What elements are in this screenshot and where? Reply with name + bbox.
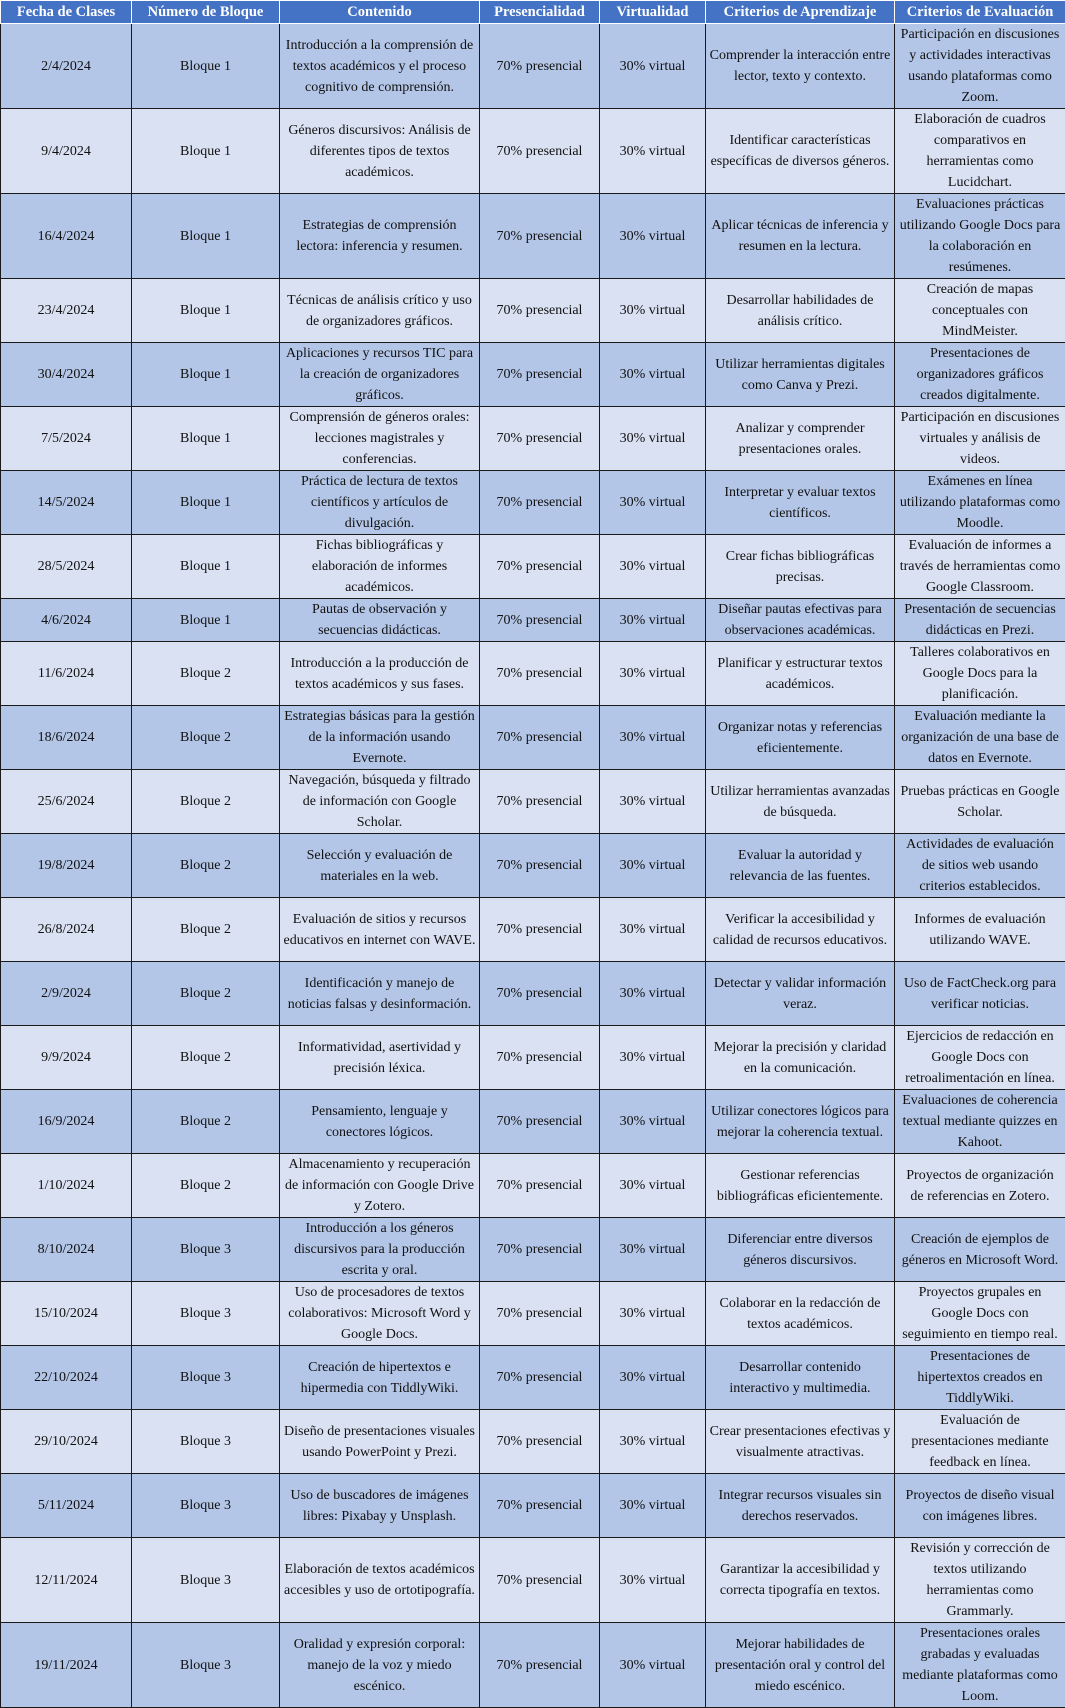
cell-aprendizaje: Diferenciar entre diversos géneros discursivos. [706, 1218, 895, 1282]
cell-virtualidad: 30% virtual [600, 1623, 706, 1708]
cell-aprendizaje: Planificar y estructurar textos académicos. [706, 642, 895, 706]
cell-virtualidad: 30% virtual [600, 642, 706, 706]
table-row [1, 407, 1065, 471]
cell-presencialidad: 70% presencial [480, 1346, 600, 1410]
cell-fecha: 9/9/2024 [1, 1026, 132, 1090]
cell-contenido: Almacenamiento y recuperación de información con Google Drive y Zotero. [280, 1154, 480, 1218]
cell-evaluacion: Presentaciones orales grabadas y evaluadas mediante plataformas como Loom. [895, 1623, 1065, 1708]
cell-bloque: Bloque 2 [132, 642, 280, 706]
header-virtualidad: Virtualidad [600, 1, 706, 24]
cell-contenido: Selección y evaluación de materiales en la web. [280, 834, 480, 898]
cell-contenido: Informatividad, asertividad y precisión léxica. [280, 1026, 480, 1090]
cell-presencialidad: 70% presencial [480, 1623, 600, 1708]
cell-fecha: 4/6/2024 [1, 599, 132, 642]
header-fecha: Fecha de Clases [1, 1, 132, 24]
cell-virtualidad: 30% virtual [600, 834, 706, 898]
cell-aprendizaje: Evaluar la autoridad y relevancia de las fuentes. [706, 834, 895, 898]
cell-evaluacion: Evaluación de informes a través de herramientas como Google Classroom. [895, 535, 1065, 599]
cell-presencialidad: 70% presencial [480, 1026, 600, 1090]
cell-aprendizaje: Crear fichas bibliográficas precisas. [706, 535, 895, 599]
cell-evaluacion: Presentaciones de organizadores gráficos creados digitalmente. [895, 343, 1065, 407]
cell-contenido: Uso de buscadores de imágenes libres: Pixabay y Unsplash. [280, 1474, 480, 1538]
cell-fecha: 7/5/2024 [1, 407, 132, 471]
cell-aprendizaje: Desarrollar habilidades de análisis crítico. [706, 279, 895, 343]
cell-bloque: Bloque 2 [132, 834, 280, 898]
cell-virtualidad: 30% virtual [600, 599, 706, 642]
cell-aprendizaje: Desarrollar contenido interactivo y multimedia. [706, 1346, 895, 1410]
table-row [1, 1623, 1065, 1708]
cell-fecha: 2/9/2024 [1, 962, 132, 1026]
cell-contenido: Estrategias de comprensión lectora: inferencia y resumen. [280, 194, 480, 279]
table-row [1, 1346, 1065, 1410]
cell-bloque: Bloque 1 [132, 599, 280, 642]
table-row [1, 642, 1065, 706]
cell-evaluacion: Talleres colaborativos en Google Docs para la planificación. [895, 642, 1065, 706]
cell-bloque: Bloque 1 [132, 24, 280, 109]
cell-presencialidad: 70% presencial [480, 1410, 600, 1474]
cell-bloque: Bloque 3 [132, 1346, 280, 1410]
cell-bloque: Bloque 1 [132, 343, 280, 407]
cell-bloque: Bloque 3 [132, 1474, 280, 1538]
header-bloque: Número de Bloque [132, 1, 280, 24]
cell-virtualidad: 30% virtual [600, 706, 706, 770]
cell-bloque: Bloque 1 [132, 471, 280, 535]
cell-aprendizaje: Aplicar técnicas de inferencia y resumen en la lectura. [706, 194, 895, 279]
table-row [1, 1474, 1065, 1538]
cell-fecha: 15/10/2024 [1, 1282, 132, 1346]
cell-bloque: Bloque 2 [132, 1026, 280, 1090]
cell-bloque: Bloque 1 [132, 535, 280, 599]
cell-virtualidad: 30% virtual [600, 770, 706, 834]
table-row [1, 1154, 1065, 1218]
table-row [1, 1282, 1065, 1346]
cell-virtualidad: 30% virtual [600, 1346, 706, 1410]
cell-aprendizaje: Diseñar pautas efectivas para observaciones académicas. [706, 599, 895, 642]
cell-aprendizaje: Colaborar en la redacción de textos académicos. [706, 1282, 895, 1346]
table-row [1, 599, 1065, 642]
cell-fecha: 5/11/2024 [1, 1474, 132, 1538]
table-row [1, 343, 1065, 407]
cell-presencialidad: 70% presencial [480, 1218, 600, 1282]
cell-presencialidad: 70% presencial [480, 599, 600, 642]
cell-aprendizaje: Utilizar herramientas digitales como Canva y Prezi. [706, 343, 895, 407]
cell-contenido: Estrategias básicas para la gestión de la información usando Evernote. [280, 706, 480, 770]
cell-presencialidad: 70% presencial [480, 343, 600, 407]
table-row [1, 1218, 1065, 1282]
cell-evaluacion: Evaluación de presentaciones mediante feedback en línea. [895, 1410, 1065, 1474]
cell-evaluacion: Creación de mapas conceptuales con MindMeister. [895, 279, 1065, 343]
cell-bloque: Bloque 1 [132, 407, 280, 471]
cell-presencialidad: 70% presencial [480, 898, 600, 962]
cell-aprendizaje: Utilizar herramientas avanzadas de búsqueda. [706, 770, 895, 834]
table-row [1, 834, 1065, 898]
header-evaluacion: Criterios de Evaluación [895, 1, 1065, 24]
table-row [1, 109, 1065, 194]
cell-contenido: Pautas de observación y secuencias didácticas. [280, 599, 480, 642]
cell-evaluacion: Proyectos grupales en Google Docs con seguimiento en tiempo real. [895, 1282, 1065, 1346]
cell-contenido: Introducción a la comprensión de textos académicos y el proceso cognitivo de comprensión. [280, 24, 480, 109]
cell-bloque: Bloque 3 [132, 1623, 280, 1708]
cell-fecha: 11/6/2024 [1, 642, 132, 706]
cell-fecha: 1/10/2024 [1, 1154, 132, 1218]
cell-bloque: Bloque 2 [132, 1154, 280, 1218]
cell-contenido: Diseño de presentaciones visuales usando PowerPoint y Prezi. [280, 1410, 480, 1474]
cell-contenido: Fichas bibliográficas y elaboración de informes académicos. [280, 535, 480, 599]
cell-contenido: Navegación, búsqueda y filtrado de información con Google Scholar. [280, 770, 480, 834]
table-row [1, 1026, 1065, 1090]
cell-contenido: Géneros discursivos: Análisis de diferentes tipos de textos académicos. [280, 109, 480, 194]
cell-bloque: Bloque 2 [132, 898, 280, 962]
cell-aprendizaje: Analizar y comprender presentaciones orales. [706, 407, 895, 471]
cell-fecha: 12/11/2024 [1, 1538, 132, 1623]
cell-presencialidad: 70% presencial [480, 706, 600, 770]
cell-bloque: Bloque 3 [132, 1538, 280, 1623]
cell-evaluacion: Participación en discusiones virtuales y análisis de videos. [895, 407, 1065, 471]
cell-evaluacion: Presentaciones de hipertextos creados en TiddlyWiki. [895, 1346, 1065, 1410]
cell-evaluacion: Proyectos de diseño visual con imágenes libres. [895, 1474, 1065, 1538]
cell-fecha: 30/4/2024 [1, 343, 132, 407]
cell-virtualidad: 30% virtual [600, 109, 706, 194]
cell-virtualidad: 30% virtual [600, 1538, 706, 1623]
cell-presencialidad: 70% presencial [480, 471, 600, 535]
cell-aprendizaje: Garantizar la accesibilidad y correcta tipografía en textos. [706, 1538, 895, 1623]
cell-aprendizaje: Verificar la accesibilidad y calidad de recursos educativos. [706, 898, 895, 962]
cell-fecha: 28/5/2024 [1, 535, 132, 599]
cell-contenido: Pensamiento, lenguaje y conectores lógicos. [280, 1090, 480, 1154]
cell-virtualidad: 30% virtual [600, 1474, 706, 1538]
header-presencialidad: Presencialidad [480, 1, 600, 24]
cell-presencialidad: 70% presencial [480, 1090, 600, 1154]
table-row [1, 962, 1065, 1026]
cell-bloque: Bloque 2 [132, 706, 280, 770]
cell-presencialidad: 70% presencial [480, 24, 600, 109]
cell-evaluacion: Evaluaciones prácticas utilizando Google Docs para la colaboración en resúmenes. [895, 194, 1065, 279]
cell-aprendizaje: Gestionar referencias bibliográficas eficientemente. [706, 1154, 895, 1218]
cell-virtualidad: 30% virtual [600, 1410, 706, 1474]
cell-evaluacion: Evaluaciones de coherencia textual mediante quizzes en Kahoot. [895, 1090, 1065, 1154]
cell-fecha: 14/5/2024 [1, 471, 132, 535]
cell-presencialidad: 70% presencial [480, 535, 600, 599]
cell-fecha: 16/4/2024 [1, 194, 132, 279]
cell-evaluacion: Pruebas prácticas en Google Scholar. [895, 770, 1065, 834]
cell-fecha: 2/4/2024 [1, 24, 132, 109]
table-row [1, 471, 1065, 535]
cell-virtualidad: 30% virtual [600, 962, 706, 1026]
cell-contenido: Uso de procesadores de textos colaborativos: Microsoft Word y Google Docs. [280, 1282, 480, 1346]
cell-bloque: Bloque 3 [132, 1282, 280, 1346]
table-row [1, 1538, 1065, 1623]
cell-contenido: Introducción a la producción de textos académicos y sus fases. [280, 642, 480, 706]
cell-bloque: Bloque 2 [132, 1090, 280, 1154]
cell-presencialidad: 70% presencial [480, 1538, 600, 1623]
cell-aprendizaje: Mejorar la precisión y claridad en la comunicación. [706, 1026, 895, 1090]
cell-aprendizaje: Utilizar conectores lógicos para mejorar la coherencia textual. [706, 1090, 895, 1154]
cell-evaluacion: Exámenes en línea utilizando plataformas como Moodle. [895, 471, 1065, 535]
cell-contenido: Creación de hipertextos e hipermedia con TiddlyWiki. [280, 1346, 480, 1410]
cell-fecha: 26/8/2024 [1, 898, 132, 962]
cell-virtualidad: 30% virtual [600, 1090, 706, 1154]
cell-aprendizaje: Identificar características específicas de diversos géneros. [706, 109, 895, 194]
cell-contenido: Oralidad y expresión corporal: manejo de la voz y miedo escénico. [280, 1623, 480, 1708]
cell-contenido: Práctica de lectura de textos científicos y artículos de divulgación. [280, 471, 480, 535]
cell-virtualidad: 30% virtual [600, 343, 706, 407]
cell-fecha: 23/4/2024 [1, 279, 132, 343]
cell-presencialidad: 70% presencial [480, 1282, 600, 1346]
table-body [1, 24, 1065, 1708]
cell-contenido: Evaluación de sitios y recursos educativos en internet con WAVE. [280, 898, 480, 962]
cell-evaluacion: Proyectos de organización de referencias en Zotero. [895, 1154, 1065, 1218]
cell-contenido: Identificación y manejo de noticias falsas y desinformación. [280, 962, 480, 1026]
cell-presencialidad: 70% presencial [480, 642, 600, 706]
cell-virtualidad: 30% virtual [600, 279, 706, 343]
cell-virtualidad: 30% virtual [600, 1026, 706, 1090]
table-row [1, 279, 1065, 343]
cell-evaluacion: Revisión y corrección de textos utilizando herramientas como Grammarly. [895, 1538, 1065, 1623]
cell-contenido: Elaboración de textos académicos accesibles y uso de ortotipografía. [280, 1538, 480, 1623]
cell-fecha: 25/6/2024 [1, 770, 132, 834]
cell-presencialidad: 70% presencial [480, 834, 600, 898]
cell-evaluacion: Elaboración de cuadros comparativos en herramientas como Lucidchart. [895, 109, 1065, 194]
cell-evaluacion: Participación en discusiones y actividades interactivas usando plataformas como Zoom. [895, 24, 1065, 109]
cell-virtualidad: 30% virtual [600, 24, 706, 109]
cell-fecha: 29/10/2024 [1, 1410, 132, 1474]
cell-presencialidad: 70% presencial [480, 279, 600, 343]
cell-fecha: 19/11/2024 [1, 1623, 132, 1708]
cell-fecha: 16/9/2024 [1, 1090, 132, 1154]
cell-evaluacion: Actividades de evaluación de sitios web usando criterios establecidos. [895, 834, 1065, 898]
cell-bloque: Bloque 1 [132, 109, 280, 194]
cell-fecha: 9/4/2024 [1, 109, 132, 194]
cell-aprendizaje: Integrar recursos visuales sin derechos reservados. [706, 1474, 895, 1538]
cell-bloque: Bloque 1 [132, 194, 280, 279]
cell-fecha: 22/10/2024 [1, 1346, 132, 1410]
table-row [1, 1410, 1065, 1474]
cell-virtualidad: 30% virtual [600, 1154, 706, 1218]
cell-contenido: Aplicaciones y recursos TIC para la creación de organizadores gráficos. [280, 343, 480, 407]
table-row [1, 706, 1065, 770]
cell-virtualidad: 30% virtual [600, 1282, 706, 1346]
cell-evaluacion: Uso de FactCheck.org para verificar noticias. [895, 962, 1065, 1026]
cell-evaluacion: Ejercicios de redacción en Google Docs con retroalimentación en línea. [895, 1026, 1065, 1090]
cell-bloque: Bloque 1 [132, 279, 280, 343]
cell-bloque: Bloque 3 [132, 1410, 280, 1474]
cell-fecha: 19/8/2024 [1, 834, 132, 898]
cell-presencialidad: 70% presencial [480, 109, 600, 194]
cell-presencialidad: 70% presencial [480, 770, 600, 834]
cell-aprendizaje: Mejorar habilidades de presentación oral y control del miedo escénico. [706, 1623, 895, 1708]
cell-fecha: 18/6/2024 [1, 706, 132, 770]
cell-presencialidad: 70% presencial [480, 1474, 600, 1538]
cell-contenido: Técnicas de análisis crítico y uso de organizadores gráficos. [280, 279, 480, 343]
header-aprendizaje: Criterios de Aprendizaje [706, 1, 895, 24]
cell-aprendizaje: Interpretar y evaluar textos científicos. [706, 471, 895, 535]
cell-virtualidad: 30% virtual [600, 407, 706, 471]
cell-bloque: Bloque 3 [132, 1218, 280, 1282]
cell-presencialidad: 70% presencial [480, 407, 600, 471]
cell-evaluacion: Informes de evaluación utilizando WAVE. [895, 898, 1065, 962]
header-contenido: Contenido [280, 1, 480, 24]
cell-presencialidad: 70% presencial [480, 194, 600, 279]
cell-evaluacion: Presentación de secuencias didácticas en Prezi. [895, 599, 1065, 642]
cell-bloque: Bloque 2 [132, 962, 280, 1026]
cell-contenido: Introducción a los géneros discursivos para la producción escrita y oral. [280, 1218, 480, 1282]
cell-virtualidad: 30% virtual [600, 535, 706, 599]
cell-aprendizaje: Crear presentaciones efectivas y visualmente atractivas. [706, 1410, 895, 1474]
cell-presencialidad: 70% presencial [480, 1154, 600, 1218]
cell-aprendizaje: Organizar notas y referencias eficientemente. [706, 706, 895, 770]
cell-presencialidad: 70% presencial [480, 962, 600, 1026]
table-row [1, 1090, 1065, 1154]
cell-virtualidad: 30% virtual [600, 898, 706, 962]
cell-virtualidad: 30% virtual [600, 1218, 706, 1282]
header-row [1, 1, 1065, 24]
cell-evaluacion: Creación de ejemplos de géneros en Microsoft Word. [895, 1218, 1065, 1282]
cell-aprendizaje: Comprender la interacción entre lector, texto y contexto. [706, 24, 895, 109]
cell-virtualidad: 30% virtual [600, 194, 706, 279]
cell-contenido: Comprensión de géneros orales: lecciones magistrales y conferencias. [280, 407, 480, 471]
table-row [1, 770, 1065, 834]
cell-fecha: 8/10/2024 [1, 1218, 132, 1282]
table-row [1, 194, 1065, 279]
cell-aprendizaje: Detectar y validar información veraz. [706, 962, 895, 1026]
table-row [1, 24, 1065, 109]
cell-evaluacion: Evaluación mediante la organización de una base de datos en Evernote. [895, 706, 1065, 770]
table-row [1, 898, 1065, 962]
cell-virtualidad: 30% virtual [600, 471, 706, 535]
table-row [1, 535, 1065, 599]
cell-bloque: Bloque 2 [132, 770, 280, 834]
